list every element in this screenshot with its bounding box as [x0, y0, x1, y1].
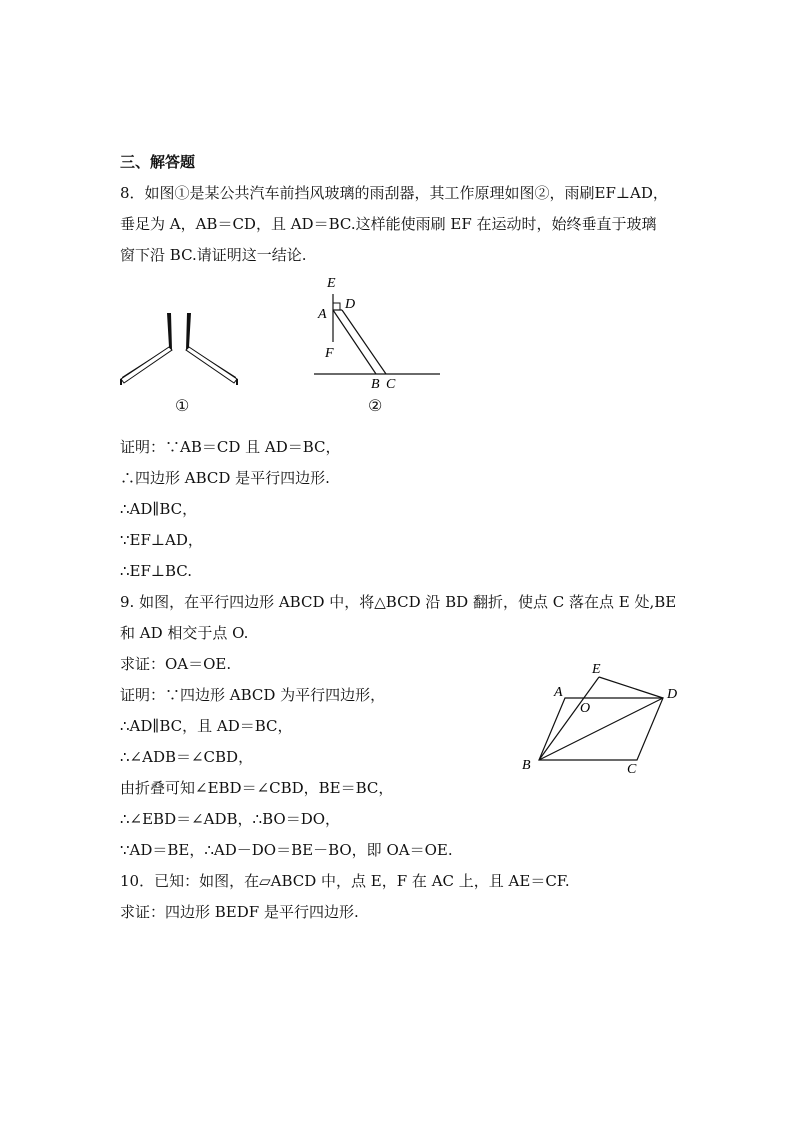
- q10-text-line1: 10．已知：如图，在▱ABCD 中，点 E，F 在 AC 上，且 AE＝CF.: [120, 872, 570, 890]
- q9-proof-line: ∴∠EBD＝∠ADB，∴BO＝DO，: [120, 810, 341, 828]
- label-d: D: [345, 297, 356, 312]
- q8-proof-line: ∴AD∥BC，: [120, 500, 198, 518]
- label-d: D: [667, 687, 678, 702]
- diagonal-bd: [539, 698, 663, 760]
- left-wiper-shape: [121, 313, 172, 383]
- segment-ed: [599, 677, 663, 698]
- label-o: O: [580, 701, 591, 716]
- label-e: E: [327, 276, 336, 291]
- q9-text-line1: 9. 如图，在平行四边形 ABCD 中，将△BCD 沿 BD 翻折，使点 C 落在点 E 处,BE: [120, 593, 677, 611]
- label-a: A: [318, 307, 327, 322]
- q9-figure: [515, 658, 690, 778]
- q8-figure-2-caption: ②: [368, 396, 383, 415]
- q9-proof-line: 证明：∵四边形 ABCD 为平行四边形，: [120, 686, 386, 704]
- q8-proof-line: 证明：∵AB＝CD 且 AD＝BC，: [120, 438, 341, 456]
- q9-proof-line: ∴AD∥BC，且 AD＝BC，: [120, 717, 293, 735]
- right-angle-mark: [333, 303, 340, 310]
- label-c: C: [627, 762, 637, 777]
- right-wiper-shape: [186, 313, 237, 383]
- label-f: F: [325, 346, 334, 361]
- q8-figure-1-caption: ①: [175, 396, 190, 415]
- bar-ab: [333, 310, 376, 374]
- q8-proof-line: ∴四边形 ABCD 是平行四边形.: [120, 469, 330, 487]
- q8-figure-1: [115, 305, 250, 390]
- q9-prove-statement: 求证：OA＝OE.: [120, 655, 232, 673]
- label-b: B: [522, 758, 531, 773]
- label-c: C: [386, 377, 396, 392]
- q8-figure-2: [310, 272, 445, 397]
- q8-text-line1: 8．如图①是某公共汽车前挡风玻璃的雨刮器，其工作原理如图②，雨刷EF⊥AD，: [120, 184, 668, 202]
- section-heading: 三、解答题: [120, 153, 196, 171]
- q9-proof-line: ∵AD＝BE，∴AD－DO＝BE－BO，即 OA＝OE.: [120, 841, 453, 859]
- segment-be: [539, 677, 599, 760]
- q8-proof-line: ∴EF⊥BC.: [120, 562, 193, 580]
- label-b: B: [371, 377, 380, 392]
- bar-dc: [342, 310, 386, 374]
- q8-text-line3: 窗下沿 BC.请证明这一结论.: [120, 246, 307, 264]
- q8-proof-line: ∵EF⊥AD，: [120, 531, 203, 549]
- q9-proof-line: 由折叠可知∠EBD＝∠CBD，BE＝BC，: [120, 779, 394, 797]
- q9-proof-line: ∴∠ADB＝∠CBD，: [120, 748, 254, 766]
- q9-text-line2: 和 AD 相交于点 O.: [120, 624, 249, 642]
- label-e: E: [592, 662, 601, 677]
- q10-prove-statement: 求证：四边形 BEDF 是平行四边形.: [120, 903, 359, 921]
- q8-text-line2: 垂足为 A，AB＝CD，且 AD＝BC.这样能使雨刷 EF 在运动时，始终垂直于玻璃: [120, 215, 657, 233]
- label-a: A: [554, 685, 563, 700]
